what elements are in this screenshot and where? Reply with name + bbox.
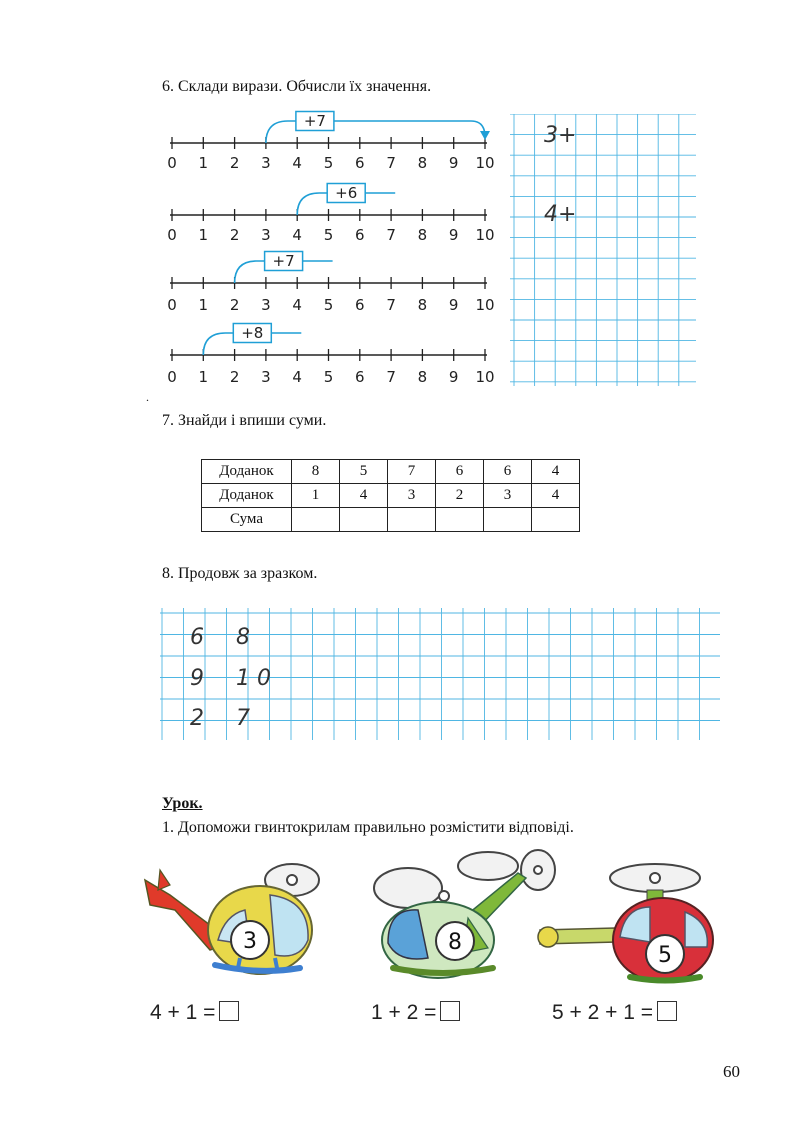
table-cell: 3 — [484, 484, 532, 508]
tick-label: 6 — [355, 226, 365, 244]
pattern-number: 1 0 — [236, 666, 271, 691]
helicopter-1 — [140, 850, 325, 990]
equation-3 — [552, 1001, 677, 1025]
tick-label: 8 — [417, 368, 428, 386]
tick-label: 5 — [323, 296, 334, 314]
tick-label: 2 — [229, 296, 240, 314]
tick-label: 2 — [229, 368, 240, 386]
task6-grid — [510, 114, 696, 391]
table-row — [202, 484, 580, 508]
row-label: Сума — [202, 508, 292, 532]
tick-label: 6 — [355, 368, 365, 386]
tick-label: 8 — [417, 296, 428, 314]
equation-2 — [371, 1001, 460, 1025]
table-cell: 6 — [436, 460, 484, 484]
tick-label: 3 — [261, 154, 271, 172]
equation-1 — [150, 1001, 239, 1025]
jump-label: +8 — [241, 324, 264, 342]
tick-label: 6 — [355, 296, 365, 314]
table-row — [202, 460, 580, 484]
answer-box-2[interactable] — [440, 1001, 460, 1021]
tick-label: 5 — [323, 226, 334, 244]
table-cell: 1 — [292, 484, 340, 508]
task6-grid-svg — [510, 114, 696, 386]
tick-label: 7 — [386, 296, 396, 314]
tick-label: 4 — [292, 368, 302, 386]
tick-label: 5 — [323, 368, 334, 386]
tick-label: 0 — [167, 368, 177, 386]
answer-box-3[interactable] — [657, 1001, 677, 1021]
number-lines-svg — [160, 105, 500, 395]
tick-label: 7 — [386, 154, 396, 172]
tick-label: 2 — [229, 226, 240, 244]
table-cell: 7 — [388, 460, 436, 484]
tick-label: 9 — [448, 296, 459, 314]
task8-grid-svg — [160, 608, 720, 740]
sums-table — [201, 459, 580, 532]
lesson-heading: Урок. — [162, 795, 203, 812]
sum-answer-cell[interactable] — [340, 508, 388, 532]
tick-label: 4 — [292, 296, 302, 314]
tick-label: 7 — [386, 368, 396, 386]
tick-label: 10 — [475, 368, 495, 386]
equation-3-text: 5 + 2 + 1 = — [552, 1001, 654, 1024]
pattern-number: 2 — [190, 706, 204, 731]
equation-2-text: 1 + 2 = — [371, 1001, 437, 1024]
helicopter-1-illustration — [140, 850, 325, 985]
tick-label: 9 — [448, 226, 459, 244]
task6-title: 6. Склади вирази. Обчисли їх значення. — [162, 78, 432, 95]
tick-label: 10 — [475, 296, 495, 314]
sum-answer-cell[interactable] — [292, 508, 340, 532]
tick-label: 4 — [292, 226, 302, 244]
row-label: Доданок — [202, 460, 292, 484]
table-cell: 8 — [292, 460, 340, 484]
tick-label: 2 — [229, 154, 240, 172]
jump-label: +6 — [335, 184, 358, 202]
tick-label: 3 — [261, 296, 271, 314]
table-row — [202, 508, 580, 532]
helicopter-1-number: 3 — [243, 929, 257, 954]
pattern-number: 9 — [190, 666, 204, 691]
table-cell: 4 — [340, 484, 388, 508]
tick-label: 0 — [167, 226, 177, 244]
grid-entry: 3+ — [544, 123, 577, 148]
arrow-head-icon — [480, 131, 490, 140]
jump-label: +7 — [303, 112, 326, 130]
task7-title: 7. Знайди і впиши суми. — [162, 412, 327, 429]
table-cell: 2 — [436, 484, 484, 508]
tick-label: 9 — [448, 154, 459, 172]
tick-label: 0 — [167, 154, 177, 172]
tick-label: 1 — [198, 368, 209, 386]
tick-label: 1 — [198, 296, 209, 314]
tick-label: 1 — [198, 154, 209, 172]
helicopter-2-number: 8 — [448, 930, 462, 955]
grid-entry: 4+ — [544, 202, 577, 227]
number-lines — [160, 105, 500, 400]
sums-table-grid — [201, 459, 580, 532]
task8-title: 8. Продовж за зразком. — [162, 565, 318, 582]
tick-label: 0 — [167, 296, 177, 314]
table-cell: 4 — [532, 484, 580, 508]
table-cell: 6 — [484, 460, 532, 484]
tick-label: 7 — [386, 226, 396, 244]
sum-answer-cell[interactable] — [532, 508, 580, 532]
row-label: Доданок — [202, 484, 292, 508]
jump-label: +7 — [272, 252, 295, 270]
task8-grid — [160, 608, 720, 745]
tick-label: 5 — [323, 154, 334, 172]
table-cell: 5 — [340, 460, 388, 484]
sum-answer-cell[interactable] — [388, 508, 436, 532]
tick-label: 10 — [475, 154, 495, 172]
table-cell: 4 — [532, 460, 580, 484]
pattern-number: 8 — [236, 625, 250, 650]
helicopter-3-number: 5 — [658, 943, 672, 968]
tick-label: 10 — [475, 226, 495, 244]
helicopter-3-illustration — [535, 862, 720, 987]
page-number: 60 — [723, 1062, 740, 1081]
answer-box-1[interactable] — [219, 1001, 239, 1021]
tick-label: 3 — [261, 226, 271, 244]
tick-label: 8 — [417, 154, 428, 172]
tick-label: 6 — [355, 154, 365, 172]
sum-answer-cell[interactable] — [436, 508, 484, 532]
pattern-number: 6 — [190, 625, 204, 650]
lesson-task1-title: 1. Допоможи гвинтокрилам правильно розмістити відповіді. — [162, 819, 574, 836]
helicopter-3 — [535, 862, 720, 992]
tick-label: 8 — [417, 226, 428, 244]
pattern-number: 7 — [236, 706, 250, 731]
tick-label: 3 — [261, 368, 271, 386]
table-cell: 3 — [388, 484, 436, 508]
tick-label: 9 — [448, 368, 459, 386]
sum-answer-cell[interactable] — [484, 508, 532, 532]
tick-label: 1 — [198, 226, 209, 244]
equation-1-text: 4 + 1 = — [150, 1001, 216, 1024]
dot-mark: . — [146, 390, 149, 404]
tick-label: 4 — [292, 154, 302, 172]
